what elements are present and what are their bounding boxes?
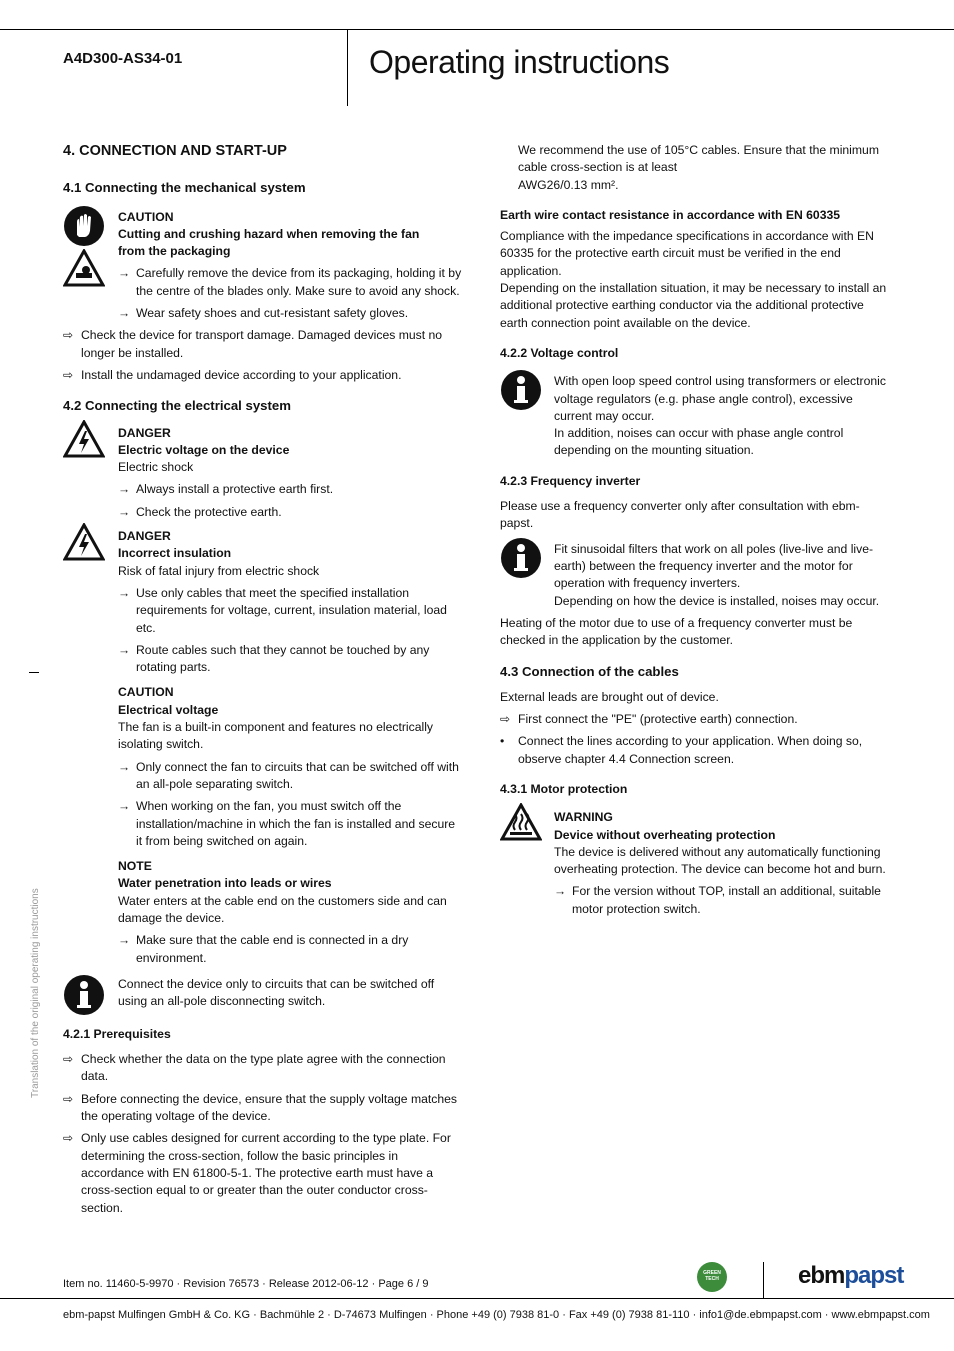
note-label: NOTE: [118, 859, 152, 874]
arrow-icon: →: [118, 642, 131, 657]
right-column: [500, 142, 890, 918]
section-4-3-heading: 4.3 Connection of the cables: [500, 664, 679, 680]
section-4-2-2-heading: 4.2.2 Voltage control: [500, 345, 619, 360]
electric-hazard-icon: [63, 523, 105, 561]
hollow-arrow-icon: ⇨: [63, 1131, 74, 1146]
section-4-3-1-heading: 4.3.1 Motor protection: [500, 781, 628, 796]
arrow-icon: →: [118, 306, 131, 321]
caution-1-action-2: Wear safety shoes and cut-resistant safety gloves.: [136, 306, 409, 321]
badge-line-1: GREEN: [703, 1270, 721, 1276]
info-icon: [500, 537, 542, 579]
voltage-text-2: In addition, noises can occur with phase angle control depending on the mounting situation.: [554, 426, 844, 458]
warning-action-1: For the version without TOP, install an additional, suitable motor protection switch.: [572, 884, 881, 916]
info-1-text: Connect the device only to circuits that can be switched off using an all-pole disconnecting switch.: [118, 976, 435, 1009]
warning-text: The device is delivered without any automatically functioning overheating protection. The device can become hot and burn.: [554, 844, 886, 877]
cable-rec-l1: We recommend the use of 105°C cables. Ensure that the minimum: [518, 143, 879, 157]
earth-text-2: Depending on the installation situation, it may be necessary to install an additional protective earthing conductor via the additional protective earth connection point available on the device.: [500, 281, 887, 330]
cables-text-2: First connect the "PE" (protective earth) connection.: [518, 712, 798, 727]
fi-text-3: Depending on how the device is installed, noises may occur.: [554, 593, 880, 608]
footer-item-info: Item no. 11460-5-9970 · Revision 76573 · Release 2012-06-12 · Page 6 / 9: [63, 1278, 429, 1290]
badge-line-2: TECH: [705, 1276, 719, 1282]
caution-2-title: Electrical voltage: [118, 702, 219, 717]
warning-title: Device without overheating protection: [554, 827, 776, 842]
ebmpapst-logo: [798, 1262, 903, 1290]
arrow-icon: →: [118, 266, 131, 281]
bullet-icon: •: [500, 734, 505, 749]
hot-surface-icon: [500, 803, 542, 841]
cable-rec-l3: AWG26/0.13 mm².: [518, 177, 619, 192]
arrow-icon: →: [554, 884, 567, 899]
hollow-arrow-icon: ⇨: [500, 712, 511, 727]
arrow-icon: →: [118, 585, 131, 600]
caution-2-label: CAUTION: [118, 685, 174, 700]
danger-2-title: Incorrect insulation: [118, 546, 232, 561]
section-4-2-heading: 4.2 Connecting the electrical system: [63, 398, 291, 414]
footer-logo-divider: [763, 1262, 764, 1298]
danger-2-action-1: Use only cables that meet the specified installation requirements for voltage, current, insulation material, load etc.: [136, 585, 447, 635]
prereq-2: Before connecting the device, ensure that the supply voltage matches the operating voltage of the device.: [81, 1091, 458, 1124]
caution-1-label: CAUTION: [118, 209, 174, 224]
cable-rec-l2: cable cross-section is at least: [518, 160, 678, 175]
danger-2-action-2: Route cables such that they cannot be touched by any rotating parts.: [136, 642, 430, 675]
side-text: Translation of the original operating instructions: [30, 888, 41, 1098]
caution-block-1: [63, 209, 463, 323]
page-title: Operating instructions: [369, 44, 670, 80]
note-title: Water penetration into leads or wires: [118, 876, 332, 891]
fi-text-4: Heating of the motor due to use of a frequency converter must be checked in the application by the customer.: [500, 615, 853, 648]
left-column: [63, 143, 463, 1217]
fi-text-1: Please use a frequency converter only after consultation with ebm-papst.: [500, 499, 860, 531]
section-4-1-heading: 4.1 Connecting the mechanical system: [63, 180, 306, 196]
caution-1-title-l2: from the packaging: [118, 244, 231, 259]
margin-mark: [29, 672, 39, 673]
section-4-2-3-heading: 4.2.3 Frequency inverter: [500, 473, 641, 488]
section-4-heading: 4. CONNECTION AND START-UP: [63, 143, 287, 159]
hollow-arrow-icon: ⇨: [63, 328, 74, 343]
danger-1-action-2: Check the protective earth.: [136, 504, 282, 519]
arrow-icon: →: [118, 759, 131, 774]
logo-part-papst: papst: [844, 1262, 904, 1289]
note-action-1: Make sure that the cable end is connected in a dry environment.: [136, 933, 409, 965]
fi-info-block: [500, 541, 890, 610]
danger-block-2: [63, 528, 463, 967]
greentech-badge-icon: [697, 1262, 727, 1292]
caution-1-title-l1: Cutting and crushing hazard when removing the fan: [118, 226, 420, 241]
warning-label: WARNING: [554, 810, 613, 825]
hollow-arrow-icon: ⇨: [63, 1091, 74, 1106]
header-top-rule: [0, 29, 954, 30]
cables-text-3: Connect the lines according to your application. When doing so, observe chapter 4.4 Connection screen.: [518, 734, 863, 766]
danger-block-1: [63, 425, 463, 521]
earth-heading: Earth wire contact resistance in accordance with EN 60335: [500, 207, 841, 222]
warning-block: [500, 809, 890, 918]
electric-hazard-icon: [63, 420, 105, 458]
gloves-icon: [63, 205, 105, 247]
voltage-info-block: [500, 373, 890, 459]
prereq-1: Check whether the data on the type plate agree with the connection data.: [81, 1052, 446, 1084]
danger-1-text: Electric shock: [118, 460, 194, 475]
caution-1-action-1: Carefully remove the device from its packaging, holding it by the centre of the blades only. Make sure to avoid any shock.: [136, 266, 462, 298]
hollow-arrow-icon: ⇨: [63, 367, 74, 382]
arrow-icon: →: [118, 504, 131, 519]
cables-text-1: External leads are brought out of device.: [500, 689, 719, 704]
footer-address: ebm-papst Mulfingen GmbH & Co. KG · Bachmühle 2 · D-74673 Mulfingen · Phone +49 (0) 7938 81-0 · Fax +49 (0) 7938 81-110 · info1@de.ebmpapst.com · www.ebmpapst.com: [63, 1309, 930, 1321]
danger-1-title: Electric voltage on the device: [118, 442, 290, 457]
voltage-text-1: With open loop speed control using transformers or electronic voltage regulators (e.g. phase angle control), excessive current may occur.: [554, 374, 886, 423]
arrow-icon: →: [118, 799, 131, 814]
danger-2-label: DANGER: [118, 529, 171, 544]
danger-1-label: DANGER: [118, 425, 171, 440]
section-4-2-1-heading: 4.2.1 Prerequisites: [63, 1026, 171, 1041]
crush-hazard-icon: [63, 249, 105, 287]
info-block-1: [63, 976, 463, 1018]
prereq-3: Only use cables designed for current according to the type plate. For determining the cross-section, follow the basic principles in accordance with EN 61800-5-1. The protective earth must have a cross-section equal to or greater than the outer conductor cross-section.: [81, 1131, 451, 1215]
header-divider: [347, 29, 348, 106]
caution-2-action-1: Only connect the fan to circuits that can be switched off with an all-pole separating switch.: [136, 759, 459, 791]
logo-part-ebm: ebm: [798, 1262, 845, 1289]
caution-2-action-2: When working on the fan, you must switch off the installation/machine in which the fan is installed and secure it from being switched on again.: [136, 799, 456, 848]
caution-2-text: The fan is a built-in component and features no electrically isolating switch.: [118, 720, 434, 752]
check-transport-damage: Check the device for transport damage. Damaged devices must no longer be installed.: [81, 328, 443, 360]
arrow-icon: →: [118, 482, 131, 497]
arrow-icon: →: [118, 933, 131, 948]
danger-1-action-1: Always install a protective earth first.: [136, 482, 334, 497]
hollow-arrow-icon: ⇨: [63, 1052, 74, 1067]
install-device: Install the undamaged device according to your application.: [81, 367, 402, 382]
earth-text-1: Compliance with the impedance specifications in accordance with EN 60335 for the protective earth circuit must be verified in the end application.: [500, 229, 874, 278]
footer-rule: [0, 1298, 954, 1299]
note-text: Water enters at the cable end on the customers side and can damage the device.: [118, 893, 447, 925]
model-number: A4D300-AS34-01: [63, 50, 183, 67]
fi-text-2: Fit sinusoidal filters that work on all poles (live-live and live-earth) between the frequency inverter and the motor for operation with frequency inverters.: [554, 541, 874, 591]
info-icon: [63, 974, 105, 1016]
info-icon: [500, 369, 542, 411]
danger-2-text: Risk of fatal injury from electric shock: [118, 563, 320, 578]
